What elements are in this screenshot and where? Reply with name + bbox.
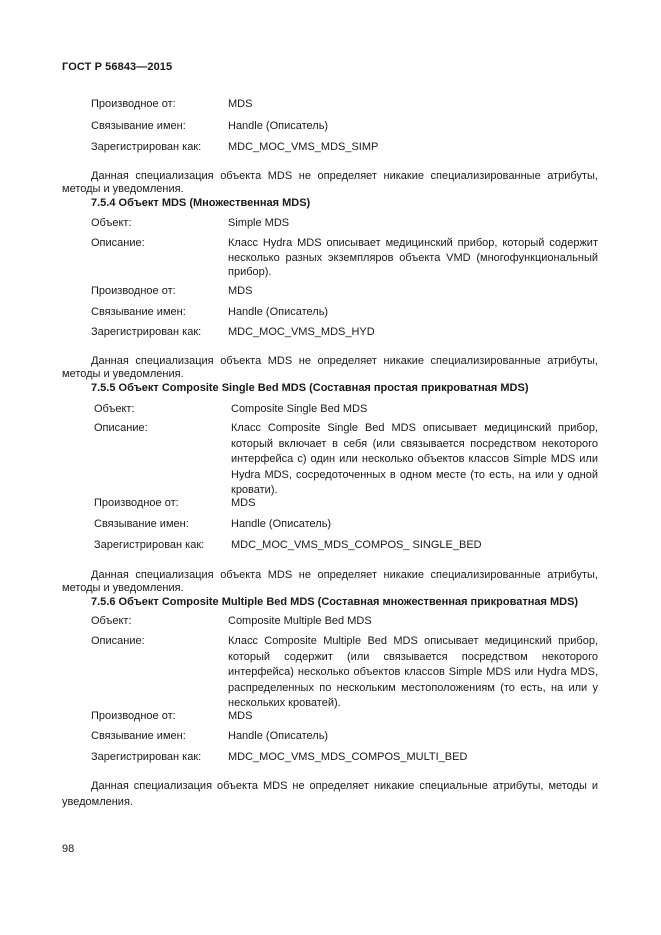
derived-value: MDS <box>231 497 256 509</box>
registered-value: MDC_MOC_VMS_MDS_SIMP <box>228 141 379 153</box>
document-header: ГОСТ Р 56843—2015 <box>62 61 173 73</box>
note-paragraph: Данная специализация объекта MDS не определяет никакие специализированные атрибуты, методы и уведомления. <box>62 355 598 380</box>
derived-label: Производное от: <box>91 285 176 297</box>
registered-value: MDC_MOC_VMS_MDS_COMPOS_ SINGLE_BED <box>231 539 482 551</box>
binding-value: Handle (Описатель) <box>228 306 329 318</box>
note-paragraph: Данная специализация объекта MDS не определяет никакие специальные атрибуты, методы и уведомления. <box>62 780 598 808</box>
derived-label: Производное от: <box>91 710 176 722</box>
description-label: Описание: <box>91 635 145 647</box>
binding-label: Связывание имен: <box>91 730 186 742</box>
binding-label: Связывание имен: <box>91 306 186 318</box>
description-label: Описание: <box>91 237 145 249</box>
object-label: Объект: <box>94 403 135 415</box>
page-number: 98 <box>62 843 75 855</box>
binding-value: Handle (Описатель) <box>231 518 332 530</box>
registered-label: Зарегистрирован как: <box>91 326 202 338</box>
object-value: Composite Single Bed MDS <box>231 403 368 415</box>
note-paragraph: Данная специализация объекта MDS не определяет никакие специализированные атрибуты, методы и уведомления. <box>62 170 598 195</box>
registered-value: MDC_MOC_VMS_MDS_HYD <box>228 326 375 338</box>
registered-label: Зарегистрирован как: <box>91 751 202 763</box>
description-value: Класс Composite Single Bed MDS описывает медицинский прибор, который включает в себя (или связывается посредством некоторого интерфейса c) один или несколько объектов классов Simple MDS или Hydra MDS, сосредоточенных в одном месте (то есть, на или у одной кровати). <box>231 422 598 496</box>
derived-label: Производное от: <box>91 98 176 110</box>
derived-label: Производное от: <box>94 497 179 509</box>
registered-label: Зарегистрирован как: <box>94 539 205 551</box>
binding-value: Handle (Описатель) <box>228 120 329 132</box>
section-heading: 7.5.5 Объект Composite Single Bed MDS (Составная простая прикроватная MDS) <box>91 382 529 394</box>
derived-value: MDS <box>228 710 253 722</box>
description-label: Описание: <box>94 422 148 434</box>
description-value: Класс Hydra MDS описывает медицинский прибор, который содержит несколько разных экземпляров объекта VMD (многофункциональный прибор). <box>228 237 598 278</box>
section-heading: 7.5.6 Объект Composite Multiple Bed MDS (Составная множественная прикроватная MDS) <box>91 596 579 608</box>
object-label: Объект: <box>91 217 132 229</box>
binding-label: Связывание имен: <box>91 120 186 132</box>
object-value: Simple MDS <box>228 217 290 229</box>
derived-value: MDS <box>228 285 253 297</box>
binding-value: Handle (Описатель) <box>228 730 329 742</box>
registered-value: MDC_MOC_VMS_MDS_COMPOS_MULTI_BED <box>228 751 468 763</box>
description-value: Класс Composite Multiple Bed MDS описывает медицинский прибор, который содержит (или связывается посредством некоторого интерфейса) несколько объектов классов Simple MDS или Hydra MDS, распределенных по нескольким местоположениям (то есть, на или у нескольких кроватей). <box>228 635 598 709</box>
derived-value: MDS <box>228 98 253 110</box>
binding-label: Связывание имен: <box>94 518 189 530</box>
note-paragraph: Данная специализация объекта MDS не определяет никакие специализированные атрибуты, методы и уведомления. <box>62 569 598 594</box>
object-value: Composite Multiple Bed MDS <box>228 615 372 627</box>
object-label: Объект: <box>91 615 132 627</box>
registered-label: Зарегистрирован как: <box>91 141 202 153</box>
section-heading: 7.5.4 Объект MDS (Множественная MDS) <box>91 197 311 209</box>
